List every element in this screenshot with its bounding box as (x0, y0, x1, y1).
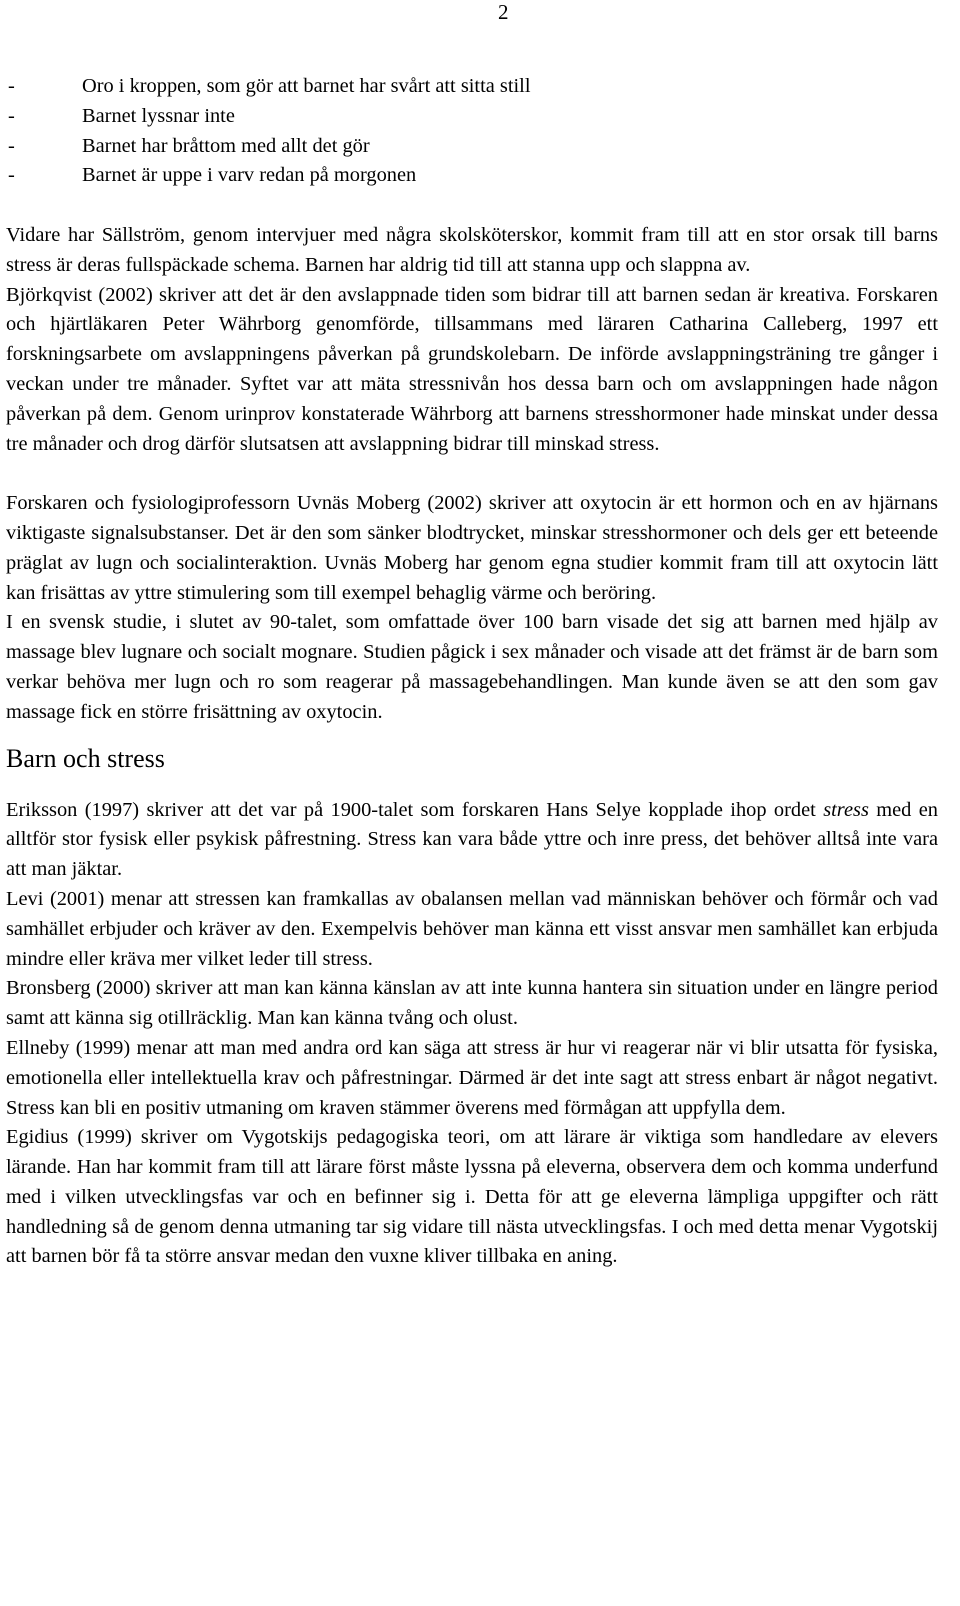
list-item (6, 161, 938, 191)
list-item (6, 72, 938, 102)
list-item-text: Barnet är uppe i varv redan på morgonen (82, 164, 417, 187)
list-item (6, 132, 938, 162)
list-item (6, 102, 938, 132)
paragraph-text: med en alltför stor fysisk eller psykisk påfrestning. Stress kan vara både yttre och inre press, det behöver alltså inte vara att man jäktar. (6, 798, 938, 881)
bullet-dash: - (8, 134, 15, 157)
emphasized-term: stress (823, 798, 869, 821)
paragraph: Björkqvist (2002) skriver att det är den avslappnade tiden som bidrar till att barnen sedan är kreativa. Forskaren och hjärtläkaren Peter Währborg genomförde, tillsammans med läraren Catharina Calleberg, 1997 ett forskningsarbete om avslappningens påverkan på grundskolebarn. De införde avslappningsträning tre gånger i veckan under tre månader. Syftet var att mäta stressnivån hos dessa barn och om avslappningen hade någon påverkan på dem. Genom urinprov konstaterade Währborg att barnens stresshormoner hade minskat under dessa tre månader och drog därför slutsatsen att avslappning bidrar till minskad stress. (6, 283, 938, 455)
paragraph: Bronsberg (2000) skriver att man kan känna känslan av att inte kunna hantera sin situation under en längre period samt att känna sig otillräcklig. Man kan känna tvång och olust. (6, 977, 938, 1030)
paragraph: Vidare har Sällström, genom intervjuer med några skolsköterskor, kommit fram till att en stor orsak till barns stress är deras fullspäckade schema. Barnen har aldrig tid till att stanna upp och slappna av. (6, 223, 938, 276)
list-item-text: Barnet lyssnar inte (82, 104, 235, 127)
paragraph: Forskaren och fysiologiprofessorn Uvnäs Moberg (2002) skriver att oxytocin är ett hormon och en av hjärnans viktigaste signalsubstanser. Det är den som sänker blodtrycket, minskar stresshormoner och dels ger ett beteende präglat av lugn och socialinteraktion. Uvnäs Moberg har genom egna studier kommit fram till att oxytocin lätt kan frisättas av yttre stimulering som till exempel behaglig värme och beröring. (6, 492, 938, 604)
paragraph: I en svensk studie, i slutet av 90-talet, som omfattade över 100 barn visade det sig att barnen med hjälp av massage blev lugnare och socialt mognare. Studien pågick i sex månader och visade att det främst är de barn som verkar behöva mer lugn och ro som reagerar på massagebehandlingen. Man kunde även se att den som gav massage fick en större frisättning av oxytocin. (6, 611, 938, 723)
section-heading: Barn och stress (6, 743, 165, 773)
paragraph (6, 796, 938, 885)
list-item-text: Oro i kroppen, som gör att barnet har svårt att sitta still (82, 75, 531, 97)
symptom-list (6, 72, 938, 191)
paragraph: Levi (2001) menar att stressen kan framkallas av obalansen mellan vad människan behöver och förmår och vad samhället erbjuder och kräver av den. Exempelvis behöver man känna ett visst ansvar men samhället kan erbjuda mindre eller kräva mer vilket leder till stress. (6, 887, 938, 970)
paragraph-spacer (6, 459, 938, 489)
paragraph: Egidius (1999) skriver om Vygotskijs pedagogiska teori, om att lärare är viktiga som handledare av elevers lärande. Han har kommit fram till att lärare först måste lyssna på eleverna, observera dem och komma underfund med i vilken utvecklingsfas var och en befinner sig i. Detta för att ge eleverna lämpliga uppgifter och rätt handledning så de genom denna utmaning tar sig vidare till nästa utvecklingsfas. I och med detta menar Vygotskij att barnen bör få ta större ansvar medan den vuxne kliver tillbaka en aning. (6, 1126, 938, 1268)
bullet-dash: - (8, 164, 15, 187)
page-number: 2 (498, 0, 509, 24)
bullet-dash: - (8, 75, 15, 97)
document-body (6, 72, 938, 1272)
paragraph-text: Eriksson (1997) skriver att det var på 1900-talet som forskaren Hans Selye kopplade ihop ordet (6, 798, 824, 821)
paragraph: Ellneby (1999) menar att man med andra ord kan säga att stress är hur vi reagerar när vi blir utsatta för fysiska, emotionella eller intellektuella krav och påfrestningar. Därmed är det inte sagt att stress enbart är något negativt. Stress kan bli en positiv utmaning om kraven stämmer överens med förmågan att uppfylla dem. (6, 1036, 938, 1119)
bullet-dash: - (8, 104, 15, 127)
list-item-text: Barnet har bråttom med allt det gör (82, 134, 370, 157)
